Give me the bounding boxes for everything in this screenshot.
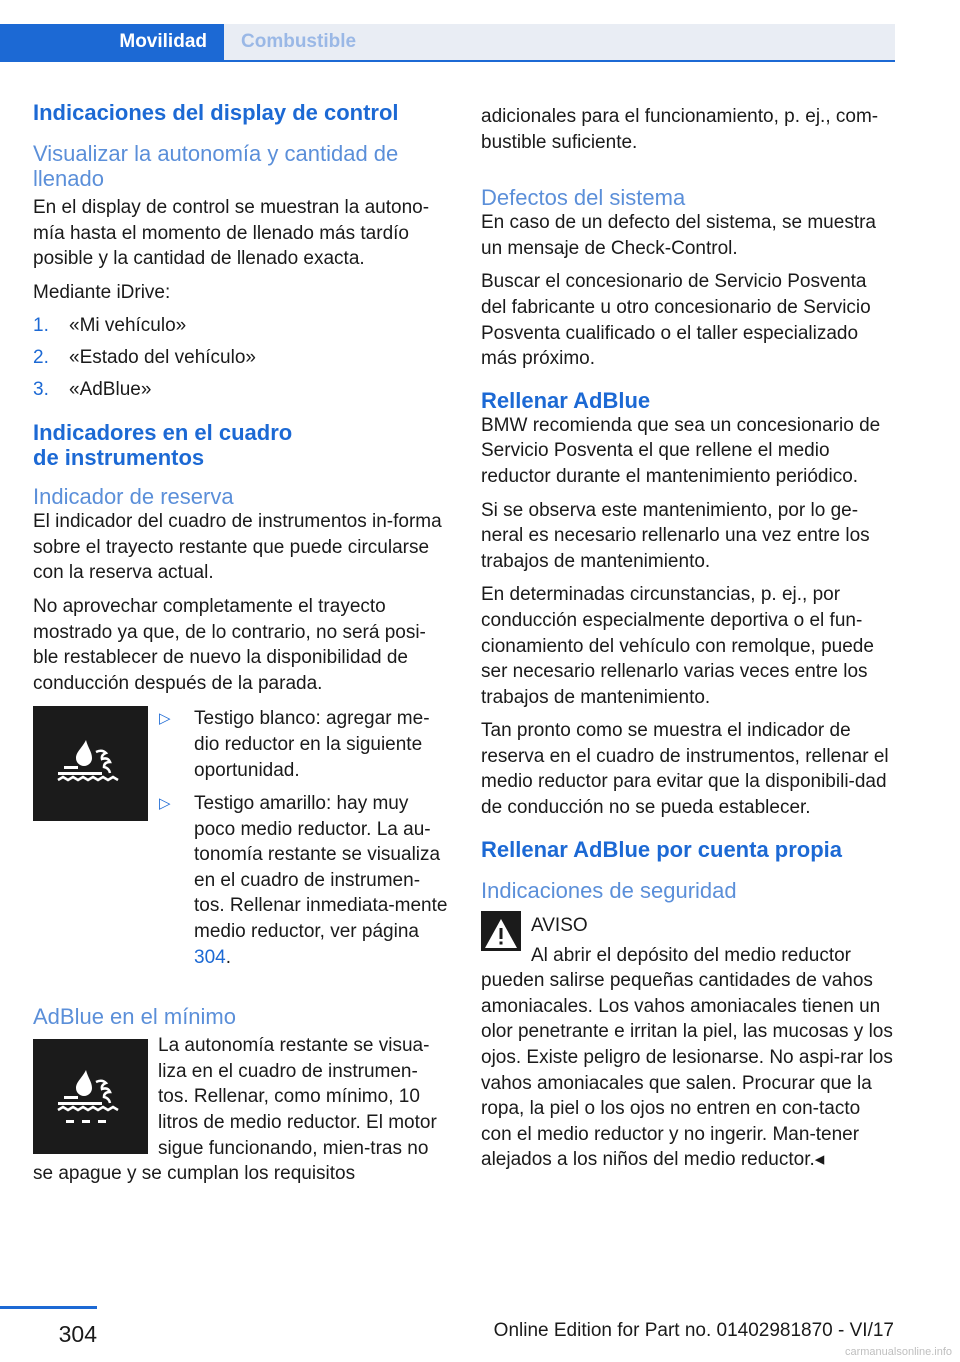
paragraph-defectos-1: En caso de un defecto del sistema, se muestra un mensaje de Check-Control. [481,212,876,259]
warning-triangle-icon [481,911,521,951]
paragraph-autonomia: En el display de control se muestran la autono-mía hasta el momento de llenado más tardío posible y la cantidad de llenado exacta. [33,197,430,270]
heading-defectos: Defectos del sistema [481,185,686,211]
left-column [33,100,448,1195]
idrive-steps-list [33,313,448,402]
triangle-bullet-icon: ▷ [159,795,171,813]
paragraph-defectos-2: Buscar el concesionario de Servicio Posventa del fabricante u otro concesionario de Servicio Posventa cualificado o el taller especializado más próximo. [481,271,871,370]
bullet-testigo-blanco: Testigo blanco: agregar me-dio reductor en la siguiente oportunidad. [194,708,430,781]
paragraph-rellenar-4: Tan pronto como se muestra el indicador de reserva en el cuadro de instrumentos, rellenar el medio reductor para evitar que la disponibili-dad de conducción no se pueda establecer. [481,720,889,819]
paragraph-rellenar-3: En determinadas circunstancias, p. ej., por conducción especialmente deportiva o el fun-cionamiento del vehículo con remolque, puede ser necesario rellenarlo varias veces entre los trabajos de mantenimiento. [481,584,874,708]
paragraph-minimo: La autonomía restante se visua-liza en el cuadro de instrumen-tos. Rellenar, como mínimo, 10 litros de medio reductor. El motor sigue funcionando, mien-tras no se apague y se cumplan los requisitos [33,1035,437,1185]
paragraph-reserva-2: No aprovechar completamente el trayecto mostrado ya que, de lo contrario, no será posi-ble restablecer de nuevo la disponibilidad de conducción después de la parada. [33,595,426,694]
heading-seguridad: Indicaciones de seguridad [481,877,737,903]
paragraph-aviso: Al abrir el depósito del medio reductor pueden salirse pequeñas cantidades de vahos amoniacales. Los vahos amoniacales tienen un olor penetrante e irritan la piel, las mucosas y los ojos. Existe peligro de lesionarse. No aspi-rar los vahos amoniacales que salen. Procurar que la ropa, la piel o los ojos no entren en con-tacto con el medio reductor y no ingerir. Man-tener alejados a los niños del medio reductor.◂ [481,944,893,1171]
bullet-end-punct: . [225,946,231,968]
tab-combustible[interactable]: Combustible [241,31,357,52]
heading-cuenta-propia: Rellenar AdBlue por cuenta propia [481,836,843,862]
bullet-testigo-amarillo [194,791,448,970]
step-text: «AdBlue» [69,378,152,400]
triangle-bullet-icon: ▷ [159,710,171,728]
bullet-testigo-amarillo-text: Testigo amarillo: hay muy poco medio reductor. La au-tonomía restante se visualiza en el cuadro de instrumen-tos. Rellenar inmediata-mente medio reductor, ver página [194,793,448,943]
aviso-label: AVISO [531,914,588,936]
heading-autonomia: Visualizar la autonomía y cantidad de llenado [33,141,399,191]
heading-indicadores-line1: Indicadores en el cuadro [33,420,293,446]
paragraph-idrive: Mediante iDrive: [33,281,171,303]
step-number: 2. [33,346,49,368]
paragraph-reserva-1: El indicador del cuadro de instrumentos in-forma sobre el trayecto restante que puede circularse con la reserva actual. [33,511,442,584]
watermark: carmanualsonline.info [844,1346,952,1358]
reserve-testigo-list [159,706,448,978]
paragraph-rellenar-1: BMW recomienda que sea un concesionario de Servicio Posventa el que rellene el medio reductor durante el mantenimiento periódico. [481,414,881,487]
step-text: «Estado del vehículo» [69,346,256,368]
list-item [33,377,448,403]
heading-indicadores [33,420,448,470]
heading-adblue-minimo: AdBlue en el mínimo [33,1004,236,1030]
page-number: 304 [0,1306,97,1348]
adblue-minimo-block [33,1033,448,1187]
list-item [159,791,448,970]
list-item [33,345,448,371]
chapter-tab-bar [0,24,895,62]
heading-display-control: Indicaciones del display de control [33,100,399,125]
step-text: «Mi vehículo» [69,315,187,337]
step-number: 1. [33,315,49,337]
paragraph-rellenar-2: Si se observa este mantenimiento, por lo ge-neral es necesario rellenarlo una vez entre los trabajos de mantenimiento. [481,499,870,572]
heading-rellenar: Rellenar AdBlue [481,387,651,413]
list-item [33,313,448,339]
heading-indicadores-line2: de instrumentos [33,445,205,471]
paragraph-continuation: adicionales para el funcionamiento, p. ej., com-bustible suficiente. [481,106,879,153]
heading-reserva: Indicador de reserva [33,484,234,510]
step-number: 3. [33,378,49,400]
adblue-warning-icon [33,706,148,821]
page-link[interactable]: 304 [194,946,226,968]
edition-footer: Online Edition for Part no. 01402981870 - VI/17 [493,1320,894,1341]
right-column [481,104,895,1181]
reserve-indicator-row [33,706,448,978]
list-item [159,706,448,783]
tab-movilidad[interactable]: Movilidad [0,24,224,60]
adblue-minimum-icon [33,1039,148,1154]
